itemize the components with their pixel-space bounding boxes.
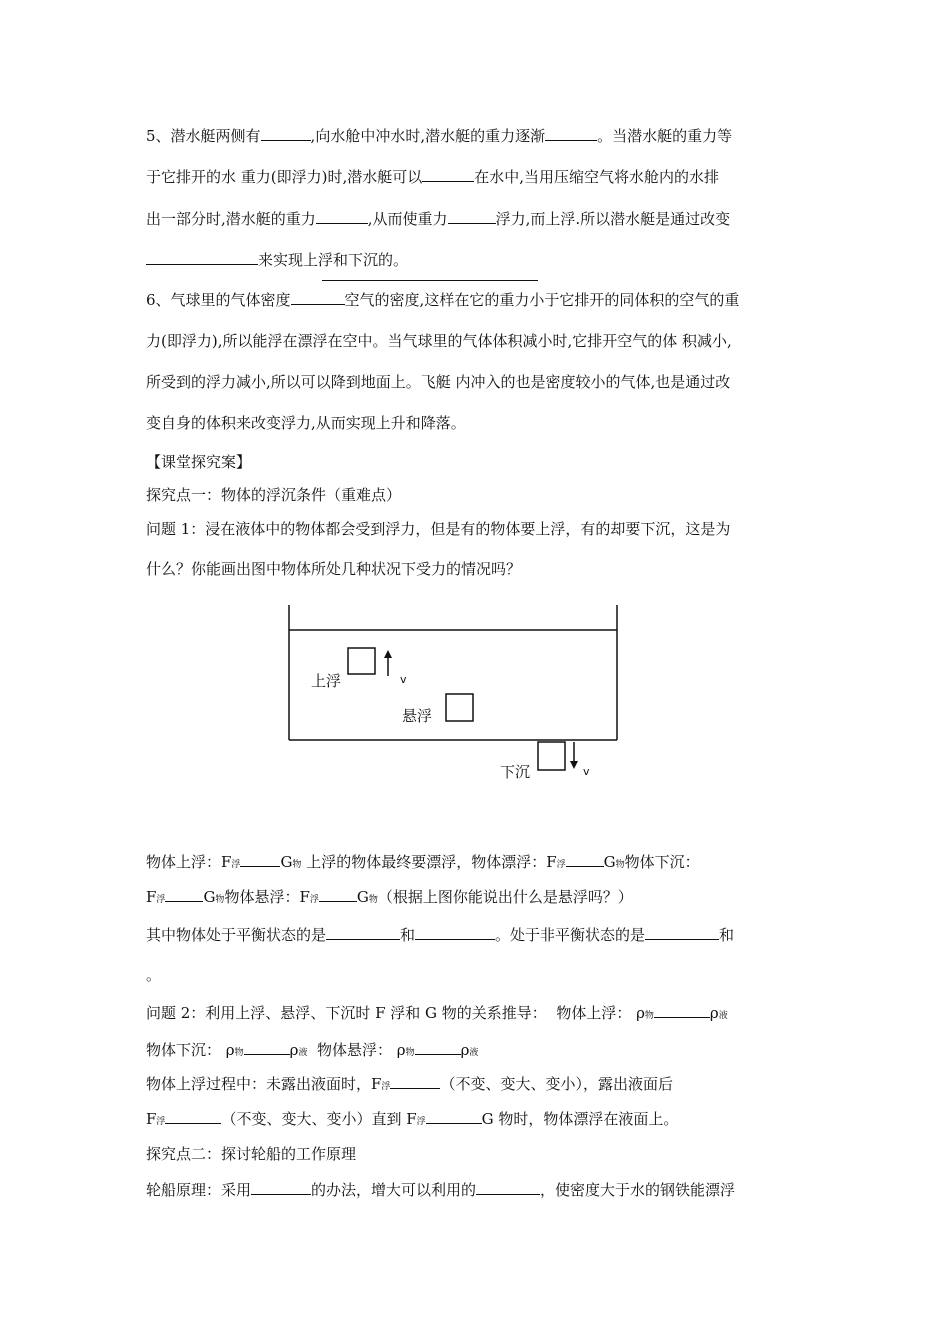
blank[interactable] — [165, 887, 203, 902]
q1-line-1: 问题 1：浸在液体中的物体都会受到浮力，但是有的物体要上浮，有的却要下沉，这是为 — [146, 520, 731, 538]
text: 物体悬浮：F — [224, 888, 310, 906]
section-title: 【课堂探究案】 — [146, 453, 252, 471]
cond-line-4: 。 — [146, 966, 162, 984]
subscript: 液 — [469, 1048, 479, 1058]
cond-line-1 — [146, 852, 700, 875]
text: 物体上浮过程中：未露出液面时，F — [146, 1075, 382, 1093]
text: F — [146, 1110, 157, 1128]
blank[interactable] — [645, 925, 719, 940]
text: 5、潜水艇两侧有 — [146, 127, 261, 145]
suspended-box — [446, 694, 473, 721]
text: ，使密度大于水的钢铁能漂浮 — [540, 1181, 736, 1199]
subscript: 液 — [718, 1011, 728, 1021]
subscript: 浮 — [309, 895, 319, 905]
text: 出一部分时,潜水艇的重力 — [146, 210, 316, 228]
blank[interactable] — [165, 1109, 221, 1124]
down-arrowhead-icon — [570, 761, 578, 769]
text: 和 — [400, 926, 416, 944]
point-2-heading: 探究点二：探讨轮船的工作原理 — [146, 1145, 357, 1163]
text: 的办法，增大可以利用的 — [311, 1181, 477, 1199]
text: ρ — [289, 1041, 299, 1059]
text: 物体下沉： ρ — [146, 1041, 235, 1059]
floating-up-box — [348, 648, 375, 674]
text: 轮船原理：采用 — [146, 1181, 252, 1199]
text: 物体下沉： — [624, 853, 700, 871]
text: 来实现上浮和下沉的。 — [258, 251, 409, 269]
text: 空气的密度,这样在它的重力小于它排开的同体积的空气的重 — [344, 291, 740, 309]
subscript: 浮 — [156, 1117, 166, 1127]
text: ,向水舱中冲水时,潜水艇的重力逐渐 — [310, 127, 546, 145]
q2-line-4 — [146, 1109, 678, 1132]
subscript: 物 — [405, 1048, 415, 1058]
text: 6、气球里的气体密度 — [146, 291, 291, 309]
text: 浮力,而上浮.所以潜水艇是通过改变 — [495, 210, 731, 228]
text: F — [146, 888, 157, 906]
text: ρ — [709, 1004, 719, 1022]
blank[interactable] — [476, 1180, 540, 1195]
v-label-up: v — [400, 673, 407, 686]
text: 物体悬浮： ρ — [307, 1041, 406, 1059]
p6-line-3: 所受到的浮力减小,所以可以降到地面上。飞艇 内冲入的也是密度较小的气体,也是通过改 — [146, 373, 731, 391]
text: 于它排开的水 重力(即浮力)时,潜水艇可以 — [146, 168, 423, 186]
blank[interactable] — [415, 925, 495, 940]
q2-line-1 — [146, 1003, 728, 1026]
text: 。处于非平衡状态的是 — [495, 926, 646, 944]
v-label-down: v — [583, 765, 590, 778]
blank[interactable] — [415, 1040, 461, 1055]
text: （根据上图你能说出什么是悬浮吗？） — [377, 888, 633, 906]
up-arrowhead-icon — [384, 650, 392, 658]
subscript: 物 — [234, 1048, 244, 1058]
subscript: 物 — [644, 1011, 654, 1021]
label-float-up: 上浮 — [311, 672, 342, 690]
text: G — [203, 888, 216, 906]
text: 问题 2：利用上浮、悬浮、下沉时 F 浮和 G 物的关系推导： 物体上浮： ρ — [146, 1004, 645, 1022]
text: G 物时，物体漂浮在液面上。 — [481, 1110, 679, 1128]
text: G — [280, 853, 293, 871]
ship-principle-line — [146, 1180, 735, 1200]
text: （不变、变大、变小），露出液面后 — [440, 1075, 673, 1093]
text: 物体上浮：F — [146, 853, 232, 871]
label-suspend: 悬浮 — [402, 707, 433, 725]
text: 上浮的物体最终要漂浮，物体漂浮：F — [301, 853, 557, 871]
label-sink: 下沉 — [500, 763, 531, 781]
subscript: 物 — [368, 895, 378, 905]
blank[interactable] — [566, 852, 604, 867]
q1-line-2: 什么？你能画出图中物体所处几种状况下受力的情况吗？ — [146, 560, 522, 578]
blank[interactable] — [240, 852, 280, 867]
p6-line-2: 力(即浮力),所以能浮在漂浮在空中。当气球里的气体体积减小时,它排开空气的体 积减小, — [146, 332, 732, 350]
text: ρ — [460, 1041, 470, 1059]
blank[interactable] — [654, 1003, 710, 1018]
text: （不变、变大、变小）直到 F — [221, 1110, 417, 1128]
blank[interactable] — [390, 1074, 440, 1089]
subscript: 物 — [215, 895, 225, 905]
q2-line-2 — [146, 1040, 478, 1063]
text: 和 — [719, 926, 735, 944]
text: 在水中,当用压缩空气将水舱内的水排 — [474, 168, 720, 186]
point-1-heading: 探究点一：物体的浮沉条件（重难点） — [146, 486, 402, 504]
q2-line-3 — [146, 1074, 673, 1097]
sinking-box — [538, 742, 565, 770]
text: G — [603, 853, 616, 871]
blank[interactable] — [319, 887, 357, 902]
subscript: 浮 — [381, 1082, 391, 1092]
subscript: 浮 — [156, 895, 166, 905]
subscript: 浮 — [556, 860, 566, 870]
subscript: 液 — [298, 1048, 308, 1058]
text: G — [356, 888, 369, 906]
subscript: 物 — [615, 860, 625, 870]
text: ,从而使重力 — [367, 210, 448, 228]
subscript: 浮 — [416, 1117, 426, 1127]
subscript: 浮 — [231, 860, 241, 870]
blank[interactable] — [244, 1040, 290, 1055]
text: 其中物体处于平衡状态的是 — [146, 926, 327, 944]
p6-line-4: 变自身的体积来改变浮力,从而实现上升和降落。 — [146, 414, 466, 432]
subscript: 物 — [292, 860, 302, 870]
cond-line-3 — [146, 925, 734, 945]
blank[interactable] — [426, 1109, 482, 1124]
text: 。当潜水艇的重力等 — [597, 127, 733, 145]
cond-line-2 — [146, 887, 633, 910]
blank[interactable] — [251, 1180, 311, 1195]
blank[interactable] — [326, 925, 400, 940]
